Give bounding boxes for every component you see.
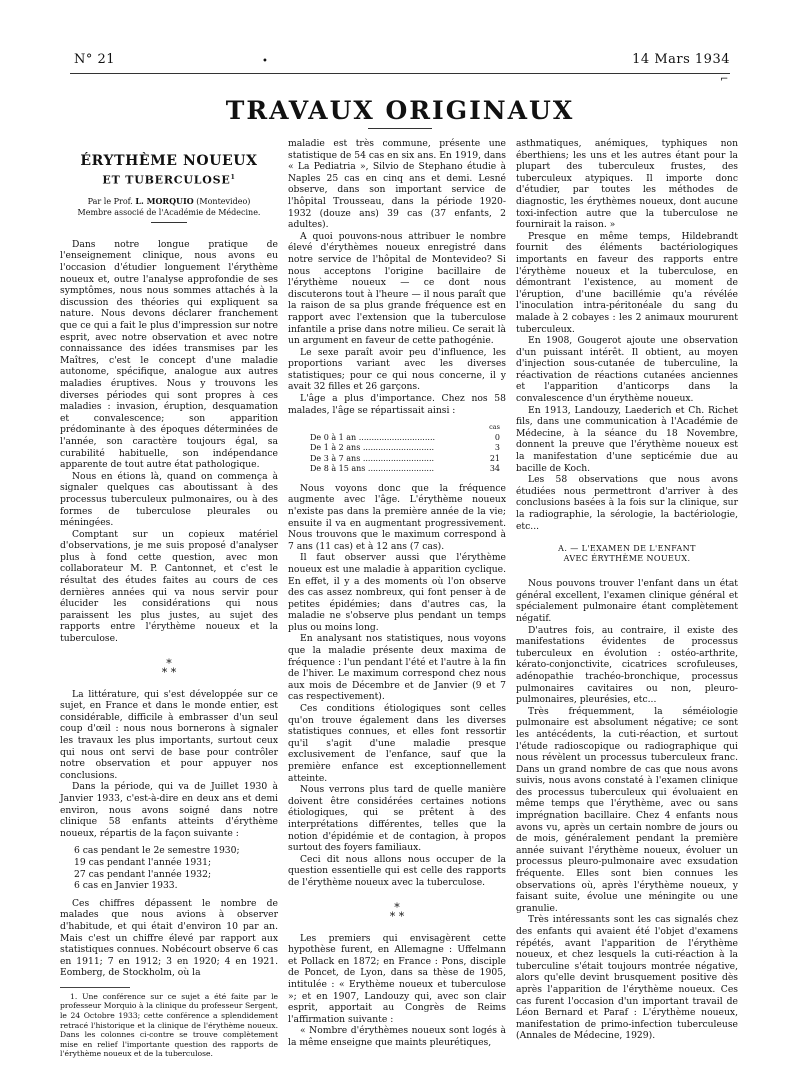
- table-row: [310, 464, 500, 475]
- column-1: [60, 138, 278, 1059]
- paragraph: Ces chiffres dépassent le nombre de malades que nous avions à observer d'habitude, et qui était d'environ 10 par an. Mais c'est un chiffre élevé par rapport aux statistiques connues. Nobécourt observe 6 cas en 1911; 7 en 1912; 3 en 1920; 4 en 1921. Eomberg, de Stockholm, où la: [60, 897, 278, 979]
- section-separator: * * *: [161, 656, 177, 679]
- row-value: 34: [489, 464, 500, 474]
- ornament-dot: •: [262, 56, 268, 67]
- author-name: L. MORQUIO: [135, 195, 194, 206]
- section-title: TRAVAUX ORIGINAUX: [225, 96, 575, 125]
- paragraph: La littérature, qui s'est développée sur ce sujet, en France et dans le monde entier, est considérable, difficile à embrasser d'un seul coup d'œil : nous nous bornerons à signaler les travaux les plus importants, surtout ceux qui nous ont servi de base pour contrôler notre observation et pour appuyer nos conclusions.: [60, 688, 278, 781]
- title-footnote-mark: 1: [230, 173, 236, 181]
- paragraph: Dans notre longue pratique de l'enseignement clinique, nous avons eu l'occasion d'étudier longuement l'érythème noueux et, outre l'analyse approfondie de ses symptômes, nous nous sommes attachés à la discussion des théories qui expliquent sa nature. Nous devons déclarer franchement que ce qui a fait le plus d'impression sur notre esprit, avec notre observation et avec notre connaissance des idées transmises par les Maîtres, c'est le concept d'une maladie autonome, spécifique, analogue aux autres maladies éruptives. Nous y trouvons les diverses périodes qui sont propres à ces maladies : invasion, éruption, desquamation et convalescence; son apparition prédominante à des époques déterminées de l'année, son caractère toujours égal, sa curabilité habituelle, son indépendance apparente de tout autre état pathologique.: [60, 238, 278, 471]
- paragraph: Presque en même temps, Hildebrandt fournit des éléments bactériologiques importants en faveur des rapports entre l'érythème noueux et la tuberculose, en démontrant l'existence, au moment de l'éruption, d'une bacillémie qu'a révélée l'inoculation intra-péritonéale du sang du malade à 2 cobayes : les 2 animaux moururent tuberculeux.: [516, 230, 738, 335]
- paragraph: En analysant nos statistiques, nous voyons que la maladie présente deux maxima de fréquence : l'un pendant l'été et l'autre à la fin de l'hiver. Le maximum correspond chez nous aux mois de Décembre et de Janvier (9 et 7 cas respectivement).: [288, 633, 506, 703]
- row-label: De 1 à 2 ans ............................: [310, 443, 435, 453]
- author-block: [60, 196, 278, 218]
- paragraph: Ces conditions étiologiques sont celles qu'on trouve également dans les diverses statistiques connues, et elles font ressortir qu'il s'agit d'une maladie presque exclusivement de l'enfance, sauf que la première enfance est exceptionnellement atteinte.: [288, 703, 506, 784]
- row-label: De 8 à 15 ans ..........................: [310, 464, 435, 474]
- paragraph: Ceci dit nous allons nous occuper de la question essentielle qui est celle des rapports de l'érythème noueux avec la tuberculose.: [288, 853, 506, 888]
- age-table: [310, 422, 500, 475]
- table-row: [310, 433, 500, 444]
- paragraph: D'autres fois, au contraire, il existe des manifestations évidentes de processus tuberculeux en évolution : ostéo-arthrite, kérato-conjonctivite, cicatrices scrofuleuses, adénopathie trachéo-bronchique, processus pulmonaires cavitaires ou non, pleuro-pulmonaires, pleurésies, etc...: [516, 624, 738, 706]
- footnote: 1. Une conférence sur ce sujet a été faite par le professeur Morquio à la clinique du professeur Sergent, le 24 Octobre 1933; cette conférence a splendidement retracé l'historique et la clinique de l'érythème noueux. Dans les colonnes ci-contre se trouve complètement mise en relief l'importante question des rapports de l'érythème noueux et de la tuberculose.: [60, 991, 278, 1059]
- paragraph: Nous voyons donc que la fréquence augmente avec l'âge. L'érythème noueux n'existe pas dans la première année de la vie; ensuite il va en augmentant progressivement. Nous trouvons que le maximum correspond à 7 ans (11 cas) et à 12 ans (7 cas).: [288, 482, 506, 552]
- row-value: 3: [494, 443, 500, 453]
- issue-number: N° 21: [74, 52, 116, 67]
- paragraph: Il faut observer aussi que l'érythème noueux est une maladie à apparition cyclique. En effet, il y a des moments où l'on observe des cas assez nombreux, qui font penser à de petites épidémies; dans d'autres cas, la maladie ne s'observe plus pendant un temps plus ou moins long.: [288, 552, 506, 633]
- paragraph: Très intéressants sont les cas signalés chez des enfants qui avaient été l'objet d'examens répétés, avant l'apparition de l'érythème noueux, et chez lesquels la cuti-réaction à la tuberculine s'était toujours montrée négative, alors qu'elle devint brusquement positive dès après l'apparition de l'érythème noueux. Ces cas furent l'occasion d'un important travail de Léon Bernard et Paraf : L'érythème noueux, manifestation de primo-infection tuberculeuse (Annales de Médecine, 1929).: [516, 914, 738, 1042]
- paragraph: Le sexe paraît avoir peu d'influence, les proportions variant avec les diverses statistiques; pour ce qui nous concerne, il y avait 32 filles et 26 garçons.: [288, 346, 506, 393]
- paragraph: Très fréquemment, la séméiologie pulmonaire est absolument négative; ce sont les antécédents, la cuti-réaction, et surtout l'étude radioscopique ou radiographique qui nous révèlent un processus tuberculeux franc. Dans un grand nombre de cas que nous avons suivis, nous avons constaté à l'examen clinique des processus tuberculeux qui évoluaient en même temps que l'érythème, avec ou sans imprégnation bacillaire. Chez 4 enfants nous avons vu, après un certain nombre de jours ou de mois, généralement pendant la première année suivant l'érythème noueux, évoluer un processus pleuro-pulmonaire avec exsudation fréquente. Elles sont bien connues les observations où, après l'érythème noueux, y faisant suite, évolue une méningite ou une granulie.: [516, 705, 738, 914]
- corner-mark: ⌐: [720, 74, 729, 85]
- paragraph: Les 58 observations que nous avons étudiées nous permettront d'arriver à des conclusions basées à la fois sur la clinique, sur la radiographie, la sérologie, la bactériologie, etc...: [516, 474, 738, 532]
- subhead-line2: AVEC ÉRYTHÈME NOUEUX.: [563, 554, 691, 564]
- row-label: De 3 à 7 ans ............................: [310, 453, 435, 463]
- paragraph: L'âge a plus d'importance. Chez nos 58 malades, l'âge se répartissait ainsi :: [288, 393, 506, 416]
- table-row: [310, 443, 500, 454]
- paragraph: En 1908, Gougerot ajoute une observation d'un puissant intérêt. Il obtient, au moyen d'injection sous-cutanée de tuberculine, la réactivation de réactions cutanées anciennes et l'apparition d'anticorps dans la convalescence d'un érythème noueux.: [516, 335, 738, 405]
- author-prefix: Par le Prof.: [87, 196, 133, 206]
- row-value: 21: [489, 453, 500, 463]
- title-rule: [368, 128, 432, 129]
- paragraph: A quoi pouvons-nous attribuer le nombre élevé d'érythèmes noueux enregistré dans notre service de l'hôpital de Montevideo? Si nous acceptons l'origine bacillaire de l'érythème noueux — ce dont nous discuterons tout à l'heure — il nous paraît que la raison de sa plus grande fréquence est en rapport avec l'extension que la tuberculose infantile a prise dans notre milieu. Ce serait là un argument en faveur de cette pathogénie.: [288, 230, 506, 347]
- case-list: [74, 845, 278, 891]
- column-2: [288, 138, 506, 1048]
- paragraph: En 1913, Landouzy, Laederich et Ch. Richet fils, dans une communication à l'Académie de Médecine, à la séance du 18 Novembre, donnent la preuve que l'érythème noueux est la manifestation d'une septicémie due au bacille de Koch.: [516, 404, 738, 474]
- paragraph: Nous verrons plus tard de quelle manière doivent être considérées certaines notions étiologiques, qui se prêtent à des interprétations différentes, telles que la notion d'épidémie et de contagion, à propos surtout des foyers familiaux.: [288, 784, 506, 854]
- author-rule: [151, 222, 187, 223]
- table-header: cas: [489, 423, 500, 432]
- paragraph: asthmatiques, anémiques, typhiques non éberthiens; les uns et les autres étant pour la plupart des tuberculeux frustes, des tuberculeux atypiques. Il importe donc d'étudier, par toutes les méthodes de diagnostic, les érythèmes noueux, dont aucune toxi-infection autre que la tuberculose ne fournirait la raison. »: [516, 138, 738, 231]
- article-title-line2-text: ET TUBERCULOSE: [102, 173, 231, 187]
- author-place: (Montevideo): [196, 196, 251, 206]
- subhead-line1: A. — L'EXAMEN DE L'ENFANT: [558, 544, 696, 554]
- column-3: [516, 138, 738, 1042]
- author-affiliation: Membre associé de l'Académie de Médecine.: [77, 207, 261, 217]
- paragraph: Nous pouvons trouver l'enfant dans un état général excellent, l'examen clinique général et spécialement pulmonaire étant complètement négatif.: [516, 578, 738, 624]
- issue-date: 14 Mars 1934: [632, 52, 730, 67]
- section-separator: * * *: [389, 900, 405, 923]
- list-item: 6 cas pendant le 2e semestre 1930;: [74, 845, 240, 857]
- paragraph: maladie est très commune, présente une statistique de 54 cas en six ans. En 1919, dans « La Pediatria », Silvio de Stephano étudie à Naples 25 cas en cinq ans et demi. Lesné observe, dans son important service de l'hôpital Trousseau, dans la période 1920-1932 (douze ans) 39 cas (37 enfants, 2 adultes).: [288, 138, 506, 231]
- footnote-rule: [60, 987, 130, 988]
- header-rule: [70, 73, 730, 74]
- paragraph: Dans la période, qui va de Juillet 1930 à Janvier 1933, c'est-à-dire en deux ans et demi environ, nous avons soigné dans notre clinique 58 enfants atteints d'érythème noueux, répartis de la façon suivante :: [60, 781, 278, 839]
- article-title-line2: [60, 172, 278, 186]
- row-label: De 0 à 1 an ..............................: [310, 432, 436, 442]
- paragraph: « Nombre d'érythèmes noueux sont logés à la même enseigne que maints pleurétiques,: [288, 1025, 506, 1048]
- article-title-line1: ÉRYTHÈME NOUEUX: [80, 153, 258, 169]
- list-item: 19 cas pendant l'année 1931;: [74, 856, 212, 868]
- row-value: 0: [494, 432, 500, 442]
- table-row: [310, 454, 500, 465]
- paragraph: Nous en étions là, quand on commença à signaler quelques cas aboutissant à des processus tuberculeux pulmonaires, ou à des formes de tuberculose pleurales ou méningées.: [60, 470, 278, 529]
- list-item: 6 cas en Janvier 1933.: [74, 880, 178, 892]
- article-title: [60, 153, 278, 187]
- author-line: [60, 196, 278, 207]
- subsection-heading: [516, 544, 738, 564]
- paragraph: Comptant sur un copieux matériel d'observations, je me suis proposé d'analyser plus à fond cette question, avec mon collaborateur M. P. Cantonnet, et c'est le résultat des études faites au cours de ces dernières années qui va nous servir pour élucider les considérations qui nous paraissent les plus justes, au sujet des rapports entre l'érythème noueux et la tuberculose.: [60, 528, 278, 645]
- paragraph: Les premiers qui envisagèrent cette hypothèse furent, en Allemagne : Uffelmann et Pollack en 1872; en France : Pons, disciple de Poncet, de Lyon, dans sa thèse de 1905, intitulée : « Erythème noueux et tuberculose »; et en 1907, Landouzy qui, avec son clair esprit, apportait au Congrès de Reims l'affirmation suivante :: [288, 932, 506, 1025]
- list-item: 27 cas pendant l'année 1932;: [74, 868, 212, 880]
